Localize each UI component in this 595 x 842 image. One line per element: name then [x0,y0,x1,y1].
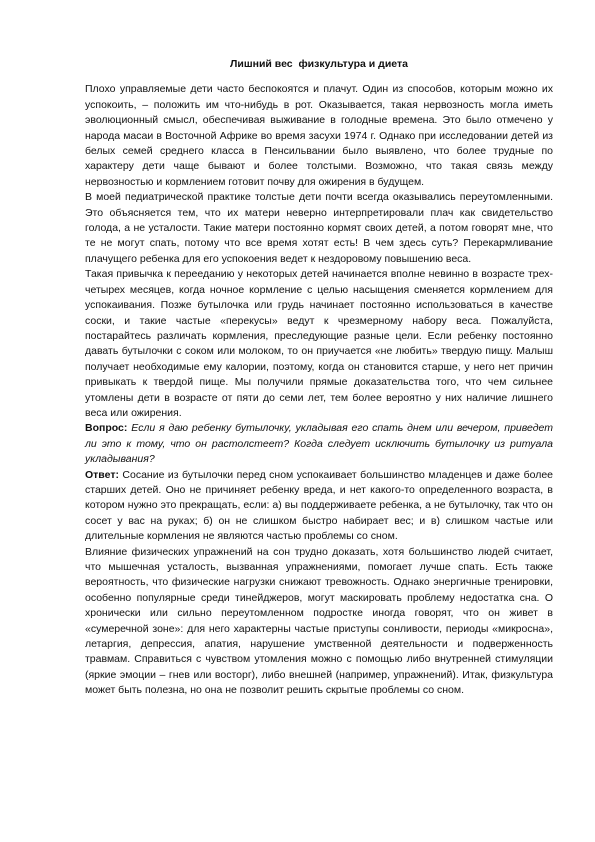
question-paragraph [85,421,553,467]
paragraph-exercise: Влияние физических упражнений на сон трудно доказать, хотя большинство людей считает, что мышечная усталость, вызванная упражнениями, помогает лучше спать. Есть также вероятность, что физические нагрузки снижают тревожность. Однако энергичные тренировки, особенно популярные среди тинейджеров, могут маскировать проблему недостатка сна. О хронически или сильно переутомленном подростке иногда говорят, что он живет в «сумеречной зоне»: для него характерны частые приступы сонливости, периоды «микросна», летаргия, депрессия, апатия, нарушение умственной деятельности и подверженность травмам. Справиться с чувством утомления можно с помощью либо внутренней стимуляции (яркие эмоции – гнев или восторг), либо внешней (например, упражнений). Итак, физкультура может быть полезна, но она не позволит решить скрытые проблемы со сном. [85,545,553,697]
paragraph-practice: В моей педиатрической практике толстые дети почти всегда оказывались переутомленными. Это объясняется тем, что их матери неверно интерпретировали плач как свидетельство голода, а не усталости. Такие матери постоянно кормят своих детей, а потом говорят мне, что те не могут спать, потому что все время хотят есть! В чем здесь суть? Перекармливание плачущего ребенка для его успокоения ведет к нездоровому повышению веса. [85,191,553,265]
question-label: Вопрос: [85,422,128,435]
answer-label: Ответ: [85,468,119,481]
document-title: Лишний вес физкультура и диета [230,58,408,70]
question-text: Если я даю ребенку бутылочку, укладывая его спать днем или вечером, приведет ли это к тому, что он растолстеет? Когда следует исключить бутылочку из ритуала укладывания? [85,422,553,466]
paragraph-intro: Плохо управляемые дети часто беспокоятся и плачут. Один из способов, которым можно их успокоить, – положить им что-нибудь в рот. Оказывается, такая нервозность могла иметь эволюционный смысл, обеспечивая выживание в голодные времена. Это было отмечено у народа масаи в Восточной Африке во время засухи 1974 г. Однако при исследовании детей из белых семей среднего класса в Пенсильвании было выявлено, что более трудные по характеру дети чаще бывают и более толстыми. Возможно, что такая связь между нервозностью и кормлением готовит почву для ожирения в будущем. [85,83,553,188]
answer-paragraph [85,468,553,545]
paragraph-habit: Такая привычка к перееданию у некоторых детей начинается вполне невинно в возрасте трех-четырех месяцев, когда ночное кормление с целью насыщения сменяется кормлением для успокаивания. Позже бутылочка или грудь начинает постоянно использоваться в качестве соски, и такие частые «перекусы» ведут к чрезмерному набору веса. Пожалуйста, постарайтесь различать кормления, преследующие разные цели. Если ребенку постоянно давать бутылочки с соком или молоком, то он приучается «не любить» твердую пищу. Малыш получает необходимые ему калории, поэтому, когда он становится старше, у него нет причин привыкать к твердой пище. Мы получили прямые доказательства того, что чем сильнее утомлены дети в возрасте от пяти до семи лет, тем более вероятно у них наличие лишнего веса или ожирения. [85,268,553,419]
document-page [85,57,553,699]
answer-text: Сосание из бутылочки перед сном успокаивает большинство младенцев и даже более старших детей. Оно не причиняет ребенку вреда, и нет какого-то определенного возраста, в котором нужно это прекращать, если: а) вы поддерживаете ребенка, а не бутылочку, так что он сосет у вас на руках; б) он не слишком быстро набирает вес; и в) слишком частые или длительные кормления не являются частью проблемы со сном. [85,468,554,543]
